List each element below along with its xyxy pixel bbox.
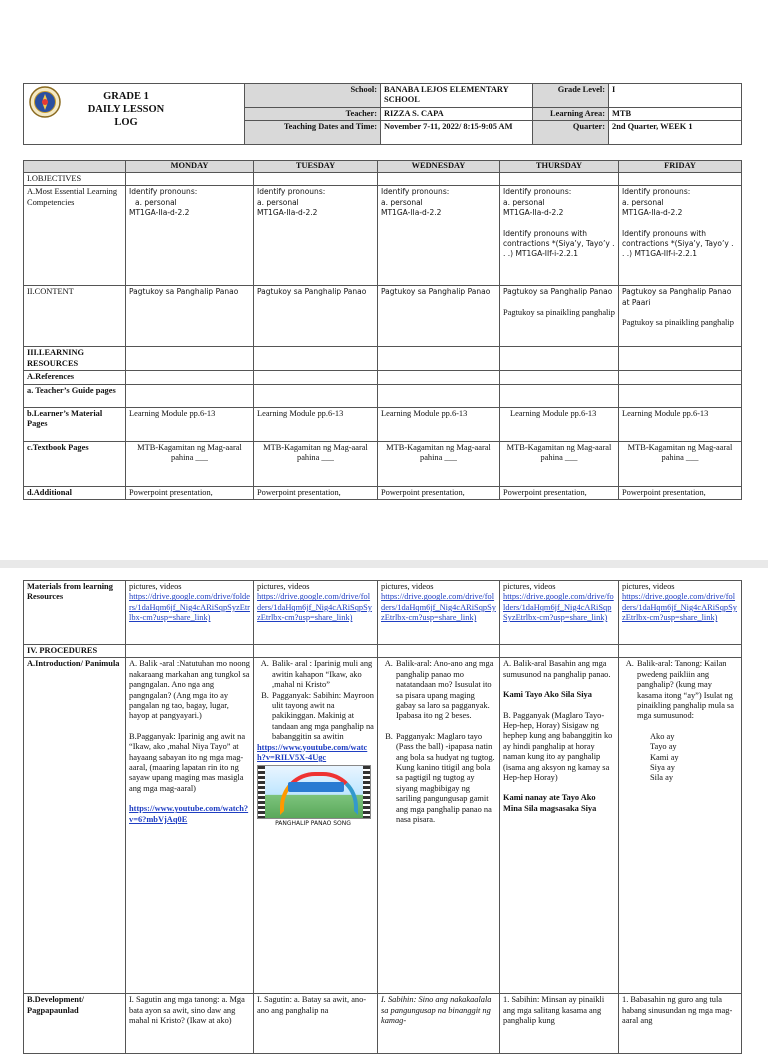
dev-monday: I. Sagutin ang mga tanong: a. Mga bata ayon sa awit, sino daw ang mahal ni Kristo? (Ikaw at ako) bbox=[126, 994, 254, 1054]
school-label: School: bbox=[245, 84, 381, 108]
additional-label: d.Additional bbox=[24, 486, 126, 499]
content-wednesday: Pagtukoy sa Panghalip Panao bbox=[378, 286, 500, 347]
youtube-link-monday[interactable]: https://www.youtube.com/watch?v=6?mbVjAq0E bbox=[129, 804, 249, 824]
add-wednesday: Powerpoint presentation, bbox=[378, 486, 500, 499]
introduction-label: A.Introduction/ Panimula bbox=[24, 658, 126, 994]
quarter-label: Quarter: bbox=[533, 121, 609, 145]
lm-tuesday: Learning Module pp.6-13 bbox=[254, 407, 378, 441]
tb-wednesday: MTB-Kagamitan ng Mag-aaral pahina ___ bbox=[378, 441, 500, 486]
development-label: B.Development/ Pagpapaunlad bbox=[24, 994, 126, 1054]
grade-level-value: I bbox=[609, 84, 742, 108]
materials-thursday: pictures, videos https://drive.google.com/drive/folders/1daHqm6jf_Nig4cARiSqpSyzEtrlbx-cm?usp=share_link) bbox=[500, 581, 619, 645]
teaching-dates-label: Teaching Dates and Time: bbox=[245, 121, 381, 145]
add-monday: Powerpoint presentation, bbox=[126, 486, 254, 499]
add-thursday: Powerpoint presentation, bbox=[500, 486, 619, 499]
wed-motivation-item: B. Pagganyak: Maglaro tayo (Pass the ball) -ipapasa natin ang bola sa hudyat ng tugtog. Kung kanino titigil ang bola sa pagtigil ng tugtog ay siyang magbibigay ng sariling pangungusap gamit ang mga panghalip panao na nasa pisara. bbox=[395, 732, 496, 826]
drive-link-tuesday[interactable]: https://drive.google.com/drive/folders/1daHqm6jf_Nig4cARiSqpSyzEtrlbx-cm?usp=share_link) bbox=[257, 592, 372, 623]
melc-label: A.Most Essential Learning Competencies bbox=[24, 186, 126, 286]
quarter-value bbox=[609, 121, 742, 145]
grade-title: GRADE 1 bbox=[103, 91, 149, 102]
content-tuesday: Pagtukoy sa Panghalip Panao bbox=[254, 286, 378, 347]
page-two bbox=[0, 568, 768, 1024]
tue-review-item: A. Balik- aral : Iparinig muli ang awitin kahapon “Ikaw, ako ,mahal ni Kristo” bbox=[271, 659, 374, 690]
header-logo-cell bbox=[24, 84, 245, 145]
lm-monday: Learning Module pp.6-13 bbox=[126, 407, 254, 441]
drive-link-wednesday[interactable]: https://drive.google.com/drive/folders/1daHqm6jf_Nig4cARiSqpSyzEtrlbx-cm?usp=share_link) bbox=[381, 592, 496, 623]
tb-tuesday: MTB-Kagamitan ng Mag-aaral pahina ___ bbox=[254, 441, 378, 486]
school-value: BANABA LEJOS ELEMENTARY SCHOOL bbox=[381, 84, 533, 108]
grade-level-label: Grade Level: bbox=[533, 84, 609, 108]
procedures-label: IV. PROCEDURES bbox=[24, 645, 126, 658]
materials-friday: pictures, videos https://drive.google.com/drive/folders/1daHqm6jf_Nig4cARiSqpSyzEtrlbx-cm?usp=share_link) bbox=[619, 581, 742, 645]
melc-tuesday: Identify pronouns: a. personal MT1GA-IIa-d-2.2 bbox=[254, 186, 378, 286]
page-separator bbox=[0, 560, 768, 568]
content-monday: Pagtukoy sa Panghalip Panao bbox=[126, 286, 254, 347]
day-header-monday: MONDAY bbox=[126, 161, 254, 173]
add-tuesday: Powerpoint presentation, bbox=[254, 486, 378, 499]
intro-thursday: A. Balik-aral Basahin ang mga sumusunod na panghalip panao. Kami Tayo Ako Sila Siya B. Pagganyak (Maglaro Tayo- Hep-hep, Horay) Sisigaw ng hephep kung ang babanggitin ko ay hindi panghalip at horay naman kung ito ay panghalip (isama ang aksyon ng kamay sa Hep-hep Horay) Kami nanay ate Tayo Ako Mina Sila magsasaka Siya bbox=[500, 658, 619, 994]
textbook-label: c.Textbook Pages bbox=[24, 441, 126, 486]
lm-wednesday: Learning Module pp.6-13 bbox=[378, 407, 500, 441]
intro-monday: A. Balik -aral :Natutuhan mo noong nakaraang markahan ang tungkol sa pangngalan. Ano nga ang pangngalan? (Ang mga ito ay pangalan ng tao, bagay, lugar, hayop at pangyayari.) B.Pagganyak: Iparinig ang awit na “Ikaw, ako ,mahal Niya Tayo” at hayaang sabayan ito ng mga mag-aaral, (maaring lapatan rin ito ng sayaw upang maging mas masigla ang mga mag-aaral) https://www.youtube.com/watch?v=6?mbVjAq0E bbox=[126, 658, 254, 994]
day-header-thursday: THURSDAY bbox=[500, 161, 619, 173]
materials-tuesday: pictures, videos https://drive.google.com/drive/folders/1daHqm6jf_Nig4cARiSqpSyzEtrlbx-cm?usp=share_link) bbox=[254, 581, 378, 645]
materials-label: Materials from learning Resources bbox=[24, 581, 126, 645]
tb-thursday: MTB-Kagamitan ng Mag-aaral pahina ___ bbox=[500, 441, 619, 486]
lm-friday: Learning Module pp.6-13 bbox=[619, 407, 742, 441]
materials-monday: pictures, videos https://drive.google.com/drive/folders/1daHqm6jf_Nig4cARiSqpSyzEtrlbx-cm?usp=share_link) bbox=[126, 581, 254, 645]
dev-friday: 1. Babasahin ng guro ang tula habang sinusundan ng mga mag-aaral ang bbox=[619, 994, 742, 1054]
teacher-label: Teacher: bbox=[245, 107, 381, 120]
materials-wednesday: pictures, videos https://drive.google.com/drive/folders/1daHqm6jf_Nig4cARiSqpSyzEtrlbx-cm?usp=share_link) bbox=[378, 581, 500, 645]
wed-review-item: A. Balik-aral: Ano-ano ang mga panghalip panao mo natatandaan mo? Isusulat ito sa pisara upang maging gabay sa laro sa pagganyak. Ipabasa ito ng 2 beses. bbox=[395, 659, 496, 721]
add-friday: Powerpoint presentation, bbox=[619, 486, 742, 499]
teacher-value: RIZZA S. CAPA bbox=[381, 107, 533, 120]
objectives-label: I.OBJECTIVES bbox=[24, 173, 126, 186]
intro-wednesday bbox=[378, 658, 500, 994]
tb-friday: MTB-Kagamitan ng Mag-aaral pahina ___ bbox=[619, 441, 742, 486]
header-info-table bbox=[23, 83, 742, 145]
youtube-link-tuesday[interactable]: https://www.youtube.com/watch?v=RILV5X-4Ugc bbox=[257, 742, 368, 763]
learning-area-value: MTB bbox=[609, 107, 742, 120]
learners-material-label: b.Learner’s Material Pages bbox=[24, 407, 126, 441]
day-header-blank bbox=[24, 161, 126, 173]
content-thursday: Pagtukoy sa Panghalip Panao Pagtukoy sa pinaikling panghalip bbox=[500, 286, 619, 347]
melc-thursday: Identify pronouns: a. personal MT1GA-IIa-d-2.2 Identify pronouns with contractions *(Siya’y, Tayo’y . . .) MT1GA-IIf-i-2.2.1 bbox=[500, 186, 619, 286]
learning-resources-label: III.LEARNING RESOURCES bbox=[24, 347, 126, 371]
references-label: A.References bbox=[24, 371, 126, 384]
drive-link-friday[interactable]: https://drive.google.com/drive/folders/1daHqm6jf_Nig4cARiSqpSyzEtrlbx-cm?usp=share_link) bbox=[622, 592, 737, 623]
melc-friday: Identify pronouns: a. personal MT1GA-IIa-d-2.2 Identify pronouns with contractions *(Siya’y, Tayo’y . . .) MT1GA-IIf-i-2.2.1 bbox=[619, 186, 742, 286]
log-title: DAILY LESSON LOG bbox=[87, 104, 165, 128]
day-header-friday: FRIDAY bbox=[619, 161, 742, 173]
tb-monday: MTB-Kagamitan ng Mag-aaral pahina ___ bbox=[126, 441, 254, 486]
video-thumbnail[interactable] bbox=[257, 765, 371, 819]
intro-friday bbox=[619, 658, 742, 994]
drive-link-thursday[interactable]: https://drive.google.com/drive/folders/1daHqm6jf_Nig4cARiSqpSyzEtrlbx-cm?usp=share_link) bbox=[503, 592, 614, 623]
teaching-dates-value: November 7-11, 2022/ 8:15-9:05 AM bbox=[381, 121, 533, 145]
melc-wednesday: Identify pronouns: a. personal MT1GA-IIa-d-2.2 bbox=[378, 186, 500, 286]
melc-monday: Identify pronouns: a. personal MT1GA-IIa-d-2.2 bbox=[126, 186, 254, 286]
fri-review-item: A. Balik-aral: Tanong: Kailan pwedeng paikliin ang panghalip? (kung may kasama itong “ay”) Isulat ng pinaikling panghalip mula sa mga sumusunod: bbox=[636, 659, 738, 721]
intro-tuesday bbox=[254, 658, 378, 994]
lesson-table-page-two bbox=[23, 580, 742, 1054]
learning-area-label: Learning Area: bbox=[533, 107, 609, 120]
dev-thursday: 1. Sabihin: Minsan ay pinaikli ang mga salitang kasama ang panghalip kung bbox=[500, 994, 619, 1054]
content-label: II.CONTENT bbox=[24, 286, 126, 347]
video-caption: PANGHALIP PANAO SONG bbox=[275, 820, 351, 828]
teachers-guide-label: a. Teacher’s Guide pages bbox=[24, 384, 126, 407]
day-header-tuesday: TUESDAY bbox=[254, 161, 378, 173]
quarter-text: 2nd Quarter, WEEK 1 bbox=[612, 122, 693, 132]
day-header-wednesday: WEDNESDAY bbox=[378, 161, 500, 173]
dev-tuesday: I. Sagutin: a. Batay sa awit, ano-ano ang panghalip na bbox=[254, 994, 378, 1054]
content-friday: Pagtukoy sa Panghalip Panao at Paari Pagtukoy sa pinaikling panghalip bbox=[619, 286, 742, 347]
dev-wednesday: I. Sabihin: Sino ang nakakaalala sa pangungusap na binanggit ng kamag- bbox=[378, 994, 500, 1054]
fri-pronoun-list: Ako ay Tayo ay Kami ay Siya ay Sila ay bbox=[650, 731, 679, 783]
tue-motivation-item: B. Pagganyak: Sabihin: Mayroon ulit tayong awit na pakikinggan. Makinig at tandaan ang mga panghalip na babanggitin sa awitin bbox=[271, 691, 374, 743]
lm-thursday: Learning Module pp.6-13 bbox=[500, 407, 619, 441]
drive-link-monday[interactable]: https://drive.google.com/drive/folders/1daHqm6jf_Nig4cARiSqpSyzEtrlbx-cm?usp=share_link) bbox=[129, 592, 250, 623]
lesson-table-page-one bbox=[23, 160, 742, 500]
